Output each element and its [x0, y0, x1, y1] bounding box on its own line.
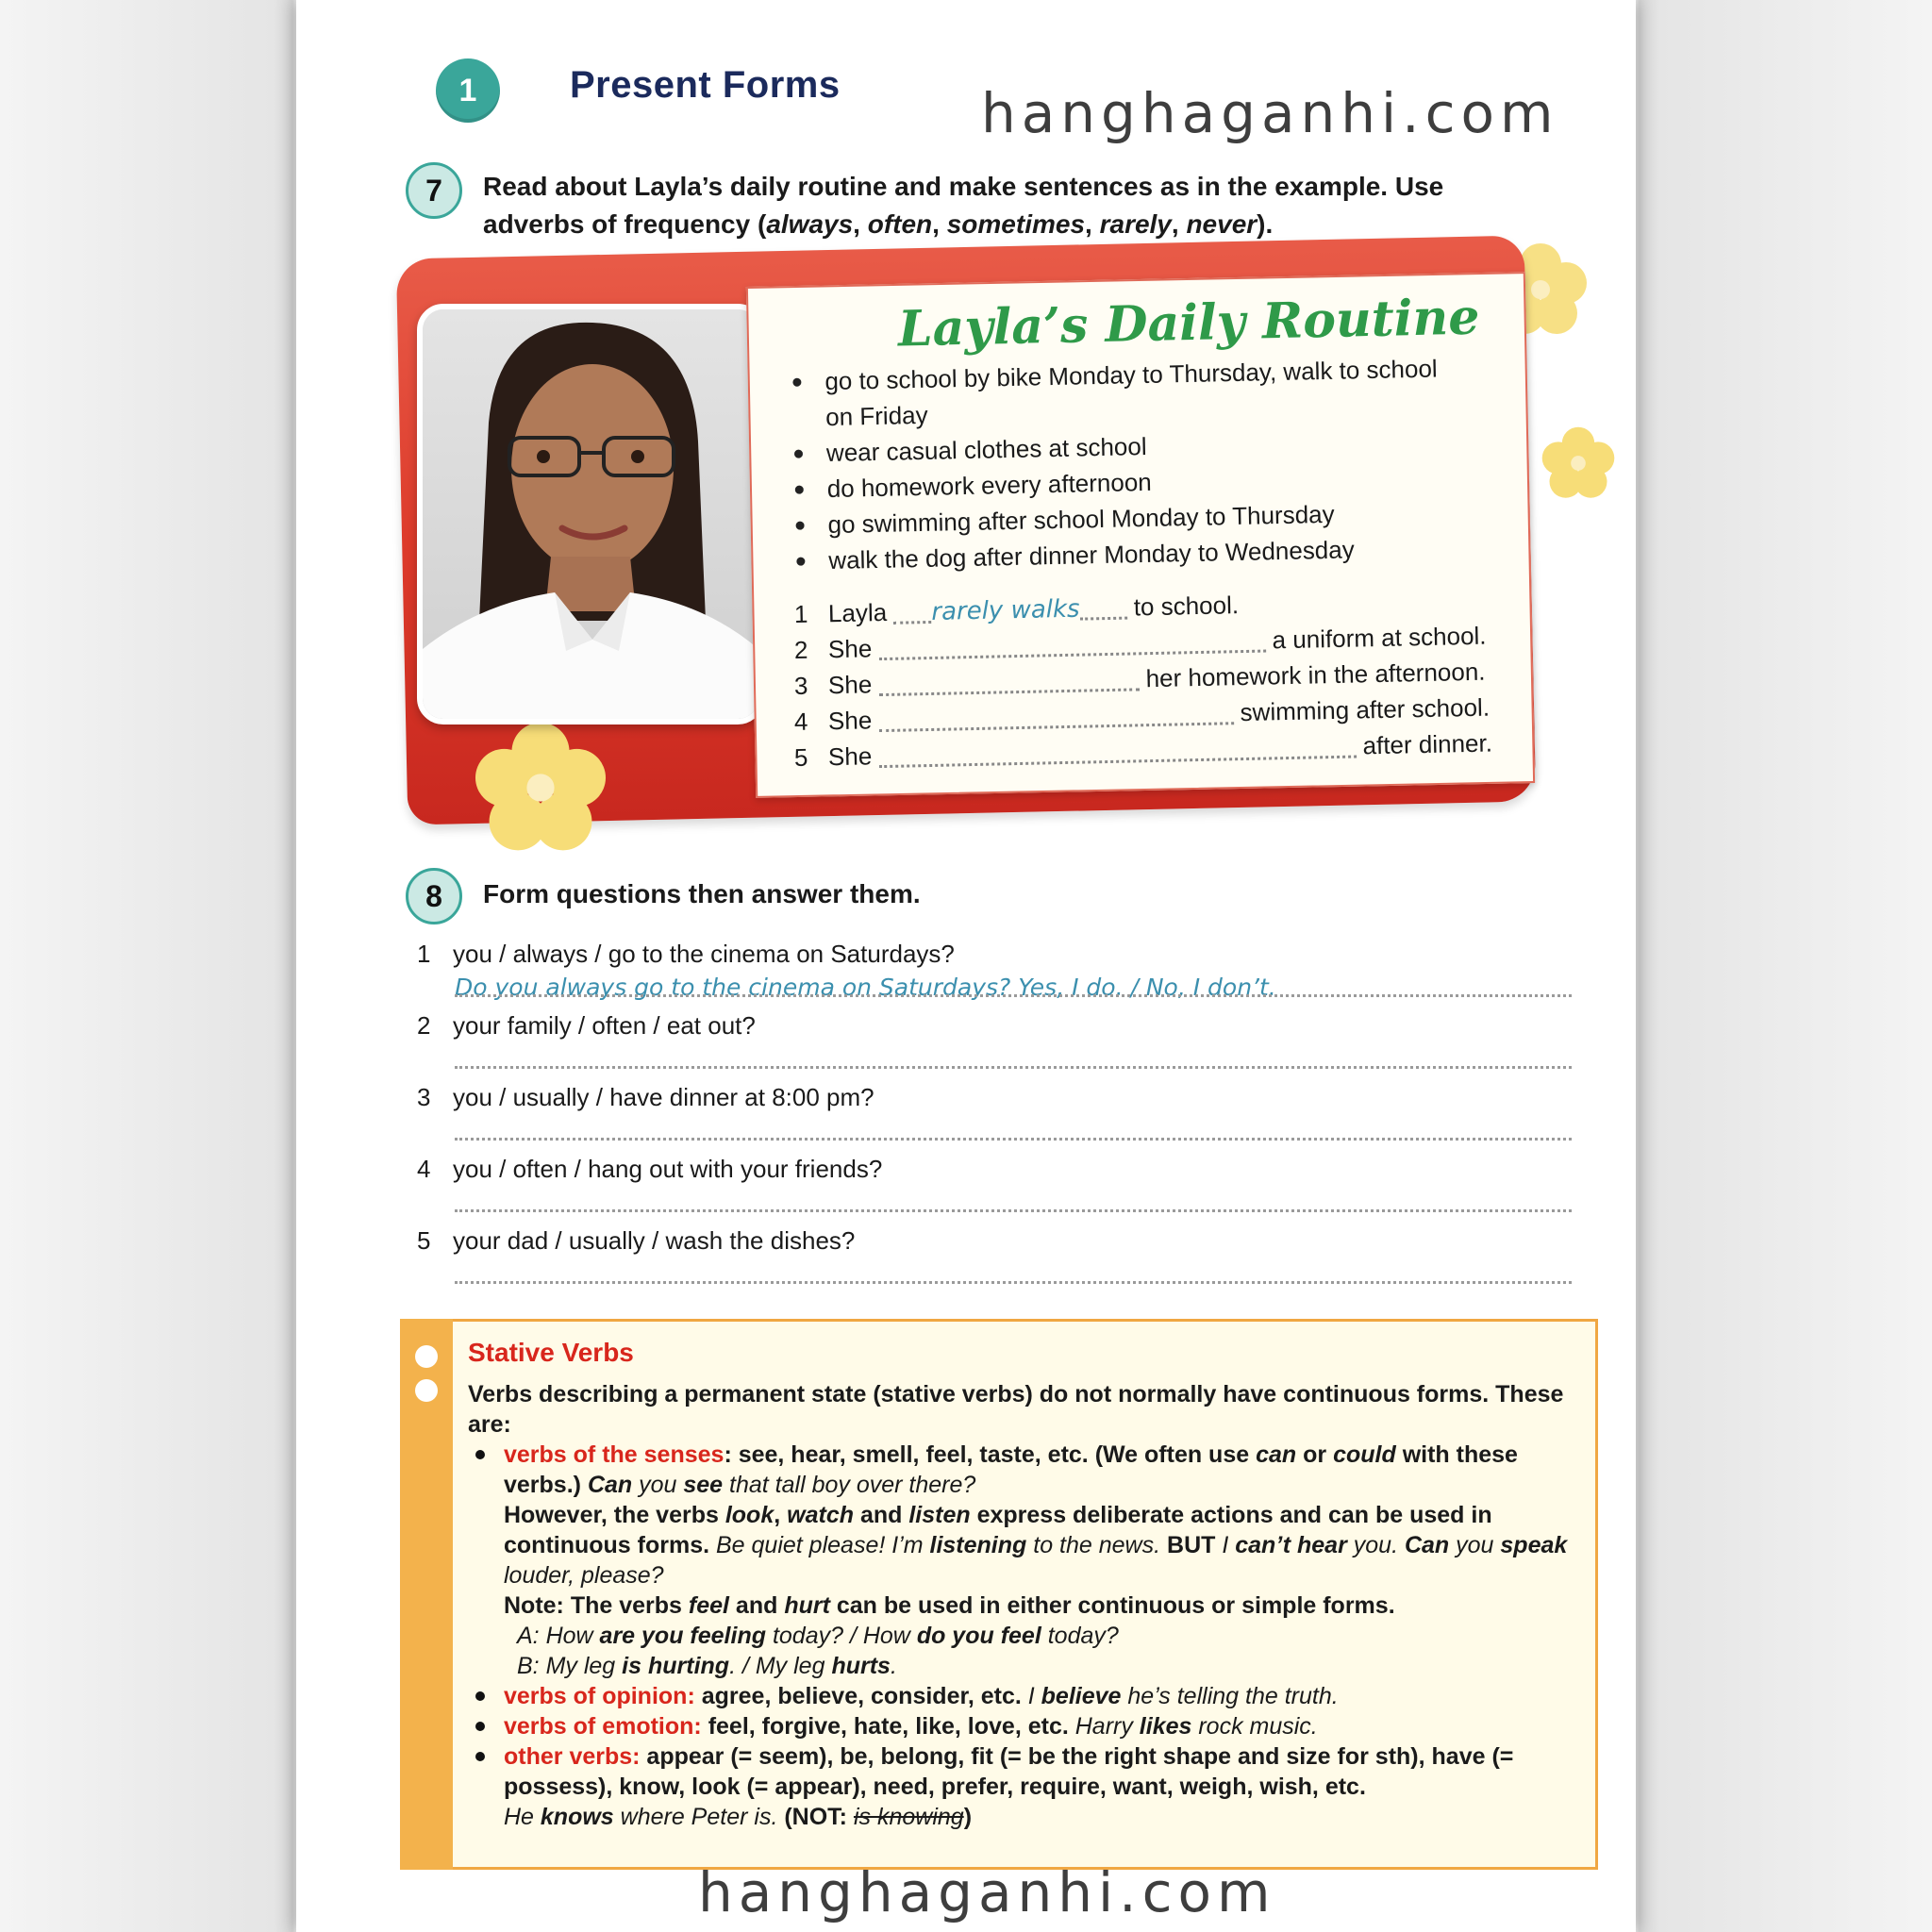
answer-line-3[interactable] — [455, 1136, 1572, 1141]
adverb: often — [867, 209, 933, 239]
question-5: 5 your dad / usually / wash the dishes? — [417, 1226, 856, 1255]
stative-verbs-content — [468, 1338, 1581, 1832]
exercise-8-instruction: Form questions then answer them. — [483, 879, 921, 908]
routine-list — [783, 350, 1448, 579]
stative-intro: Verbs describing a permanent state (stative verbs) do not normally have continuous forms. These are: — [468, 1381, 1564, 1438]
routine-item: wear casual clothes at school — [785, 422, 1446, 472]
gap-sentence-5: 5 She after dinner. — [793, 728, 1493, 772]
question-1: 1 you / always / go to the cinema on Saturdays? — [417, 940, 955, 968]
instruction-line1: Read about Layla’s daily routine and make sentences as in the example. Use — [483, 172, 1444, 201]
girl-portrait-icon — [423, 309, 758, 719]
routine-item: do homework every afternoon — [785, 458, 1446, 508]
other-verbs-bullet: other verbs: appear (= seem), be, belong, fit (= be the right shape and size for sth), have (= possess), know, look (= appear), need, prefer, require, want, weigh, wish, etc. He knows where Peter is. (NOT: is knowing) — [468, 1741, 1581, 1832]
gap-sentence-4: 4 She swimming after school. — [793, 692, 1491, 736]
exercise-7-instruction: Read about Layla’s daily routine and make sentences as in the example. Use adverbs of frequency (always, often, sometimes, rarely, never). — [483, 172, 1444, 239]
watermark-bottom: hanghaganhi.com — [698, 1860, 1276, 1924]
question-2: 2 your family / often / eat out? — [417, 1011, 756, 1040]
adverb: always — [766, 209, 854, 239]
routine-title: Layla’s Daily Routine — [897, 288, 1480, 358]
answer-line-4[interactable] — [455, 1208, 1572, 1212]
answer-line-1[interactable] — [455, 992, 1572, 997]
binder-hole-icon — [415, 1345, 438, 1368]
unit-title: Present Forms — [570, 64, 841, 106]
stative-title: Stative Verbs — [468, 1338, 634, 1367]
question-4: 4 you / often / hang out with your friends? — [417, 1155, 883, 1183]
senses-bullet: verbs of the senses: see, hear, smell, feel, taste, etc. (We often use can or could with these verbs.) Can you see that tall boy over there? — [468, 1440, 1581, 1500]
emotion-bullet: verbs of emotion: feel, forgive, hate, like, love, etc. Harry likes rock music. — [468, 1711, 1581, 1741]
watermark-top: hanghaganhi.com — [981, 81, 1559, 145]
routine-item: walk the dog after dinner Monday to Wednesday — [787, 529, 1448, 579]
gap-sentence-3: 3 She her homework in the afternoon. — [793, 657, 1486, 700]
sentence-answer: rarely walks — [931, 594, 1080, 626]
however-note: However, the verbs look, watch and listen express deliberate actions and can be used in continuous forms. Be quiet please! I’m listening to the news. BUT I can’t hear you. Can you speak louder, please? — [504, 1502, 1568, 1589]
opinion-bullet: verbs of opinion: agree, believe, consider, etc. I believe he’s telling the truth. — [468, 1681, 1581, 1711]
dialogue-a: A: How are you feeling today? / How do you feel today? — [517, 1623, 1119, 1649]
answer-blank[interactable] — [878, 671, 1139, 696]
question-3: 3 you / usually / have dinner at 8:00 pm? — [417, 1083, 874, 1111]
dialogue-b: B: My leg is hurting. / My leg hurts. — [517, 1653, 897, 1679]
exercise-7-badge: 7 — [406, 162, 462, 219]
exercise-8-badge: 8 — [406, 868, 462, 924]
adverb: never — [1186, 209, 1257, 239]
binder-hole-icon — [415, 1379, 438, 1402]
unit-number-badge: 1 — [436, 58, 500, 123]
gap-sentence-1: 1 Layla rarely walks to school. — [793, 591, 1240, 628]
gap-sentence-2: 2 She a uniform at school. — [793, 621, 1487, 664]
routine-item: go to school by bike Monday to Thursday, walk to school on Friday — [783, 350, 1444, 436]
example-answer: Do you always go to the cinema on Saturdays? Yes, I do. / No, I don’t. — [455, 974, 1276, 1001]
note-line: Note: The verbs feel and hurt can be used in either continuous or simple forms. — [504, 1592, 1395, 1619]
answer-blank[interactable] — [878, 632, 1265, 660]
answer-line-2[interactable] — [455, 1064, 1572, 1069]
adverb: rarely — [1099, 209, 1172, 239]
layla-photo — [417, 304, 764, 724]
answer-line-5[interactable] — [455, 1279, 1572, 1284]
flower-decoration-icon — [1538, 423, 1619, 504]
adverb: sometimes — [946, 209, 1086, 239]
flower-decoration-icon — [472, 719, 609, 857]
answer-blank[interactable] — [878, 705, 1233, 732]
routine-item: go swimming after school Monday to Thursday — [786, 493, 1447, 543]
